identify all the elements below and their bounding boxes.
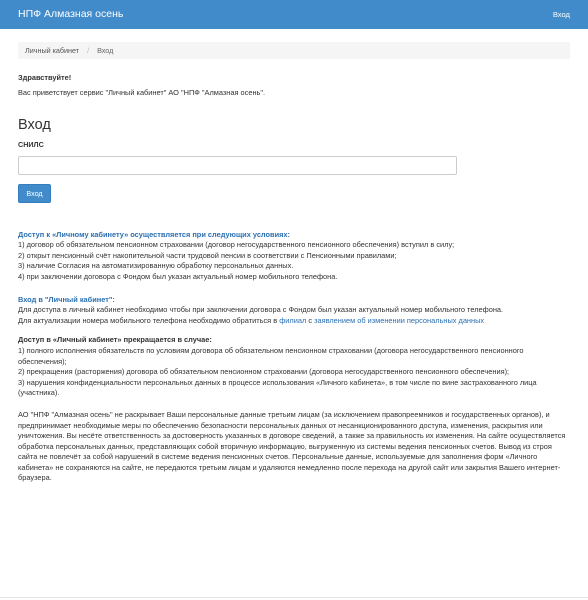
termination-item: 3) нарушения конфиденциальности персональных данных в процессе использования «Личного кабинета», в том числе по вине застрахованного лица (участника). (18, 377, 537, 398)
change-personal-data-link[interactable]: заявлением об изменении персональных данных (314, 315, 485, 325)
breadcrumb-current: Вход (97, 46, 114, 55)
termination-item: 2) прекращения (расторжения) договора об обязательном пенсионном страховании (договора негосударственного пенсионного обеспечения); (18, 367, 510, 377)
privacy-disclaimer: АО "НПФ "Алмазная осень" не раскрывает Ваши персональные данные третьим лицам (за исключением правопреемников и государственных органов), и предпринимает необходимые меры по обеспечению безопасности персональных данных от несанкционированного доступа, изменения, раскрытия или уничтожения. Вы несёте ответственность за достоверность указанных в договоре сведений, а также за правильность их изменения. На сайте осуществляется обработка персональных данных, представляющих собой вторичную информацию, выгруженную из системы ведения пенсионных счетов. Вывод из строя сайта не повлечёт за собой нарушений в системе ведения пенсионных счетов. Персональные данные, используемые для заполнения форм «Личного кабинета» не сохраняются на сайте, не передаются третьим лицам и удаляются немедленно после перехода на другой сайт или закрытия Вашего интернет-браузера. (18, 409, 566, 483)
access-condition-item: 1) договор об обязательном пенсионном страховании (договор негосударственного пенсионного обеспечения) вступил в силу; (18, 240, 455, 250)
access-condition-item: 3) наличие Согласия на автоматизированную обработку персональных данных. (18, 261, 294, 271)
login-info-heading: Вход в "Личный кабинет": (18, 294, 115, 304)
breadcrumb-separator: / (87, 46, 90, 55)
greeting-hello: Здравствуйте! (18, 73, 72, 82)
login-info (18, 295, 570, 327)
main-content (18, 72, 570, 484)
access-condition-item: 2) открыт пенсионный счёт накопительной части трудовой пенсии в соответствии с Пенсионными правилами; (18, 250, 397, 260)
breadcrumb (18, 42, 570, 59)
login-info-prefix: Для актуализации номера мобильного телефона необходимо обратиться в (18, 315, 280, 325)
breadcrumb-personal-cabinet[interactable]: Личный кабинет (25, 46, 80, 55)
greeting-text: Вас приветствует сервис "Личный кабинет" АО "НПФ "Алмазная осень". (18, 88, 266, 97)
login-info-line: Для доступа в личный кабинет необходимо чтобы при заключении договора с Фондом был указан актуальный номер мобильного телефона. (18, 305, 504, 315)
login-info-mid: с (306, 315, 315, 325)
login-submit-button[interactable]: Вход (18, 184, 51, 203)
access-conditions-heading: Доступ к «Личному кабинету» осуществляется при следующих условиях: (18, 229, 291, 239)
termination-conditions (18, 335, 570, 399)
termination-item: 1) полного исполнения обязательств по условиям договора об обязательном пенсионном страховании (договора негосударственного пенсионного обеспечения); (18, 345, 524, 366)
brand-link[interactable]: НПФ Алмазная осень (18, 8, 124, 20)
login-info-actualize-line (18, 316, 570, 327)
branch-link[interactable]: филиал (279, 315, 307, 325)
footer-divider (0, 597, 588, 598)
access-condition-item: 4) при заключении договора с Фондом был указан актуальный номер мобильного телефона. (18, 271, 338, 281)
snils-input[interactable] (18, 156, 457, 175)
access-conditions (18, 230, 570, 283)
login-title: Вход (18, 116, 51, 133)
snils-label: СНИЛС (18, 139, 44, 149)
nav-login-link[interactable]: Вход (552, 10, 570, 19)
termination-heading: Доступ в «Личный кабинет» прекращается в случае: (18, 335, 212, 345)
top-navbar (0, 0, 588, 29)
